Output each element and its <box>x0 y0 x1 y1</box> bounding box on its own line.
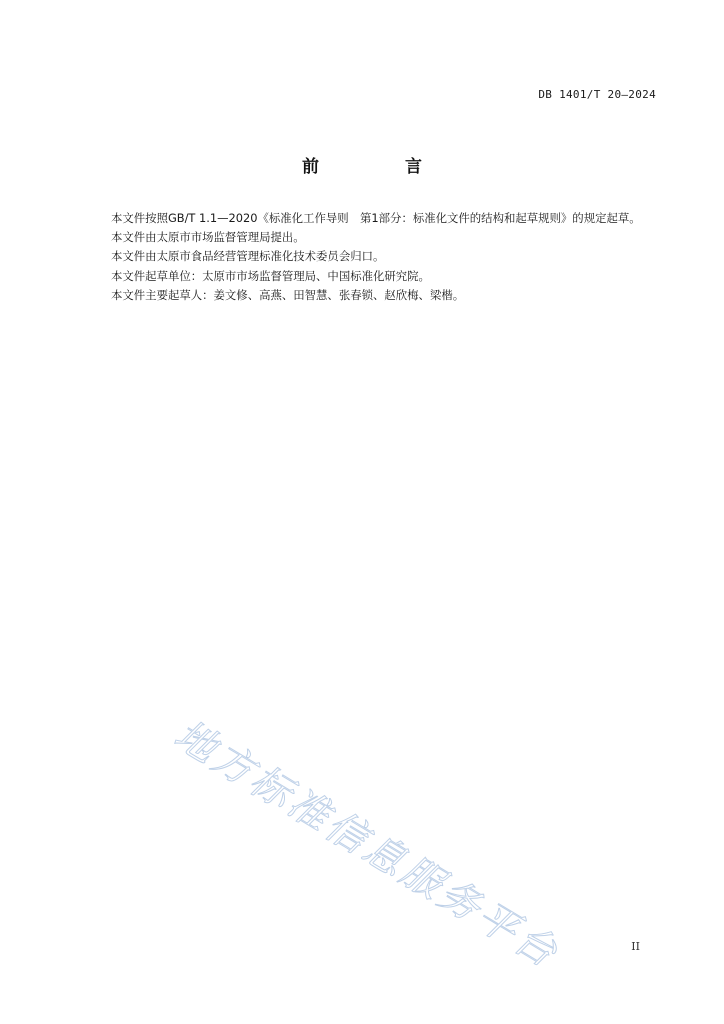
watermark: 地方标准信息服务平台 <box>166 711 568 978</box>
page-number: II <box>631 940 640 953</box>
document-code: DB 1401/T 20—2024 <box>538 88 656 101</box>
paragraph-drafting-units: 本文件起草单位：太原市市场监督管理局、中国标准化研究院。 <box>111 268 430 283</box>
paragraph-centralized-by: 本文件由太原市食品经营管理标准化技术委员会归口。 <box>111 249 385 264</box>
preface-body <box>88 209 658 305</box>
paragraph-proposed-by: 本文件由太原市市场监督管理局提出。 <box>111 230 305 245</box>
paragraph-drafters: 本文件主要起草人：姜文修、高燕、田智慧、张春锁、赵欣梅、梁楷。 <box>111 287 465 302</box>
page-title: 前 言 <box>302 157 462 177</box>
paragraph-drafting-basis: 本文件按照GB/T 1.1—2020《标准化工作导则 第1部分：标准化文件的结构和起草规则》的规定起草。 <box>111 211 641 225</box>
